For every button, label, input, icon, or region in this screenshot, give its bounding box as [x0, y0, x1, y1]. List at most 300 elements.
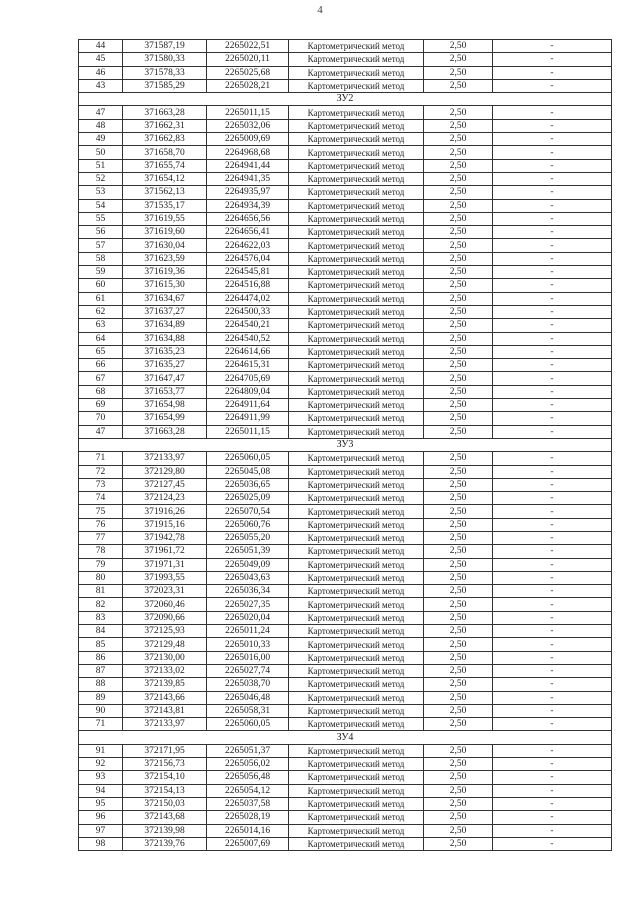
note-cell: -	[493, 119, 612, 132]
method-cell: Картометрический метод	[289, 571, 424, 584]
y-coordinate-cell: 2265058,31	[207, 704, 289, 717]
x-coordinate-cell: 371619,60	[123, 226, 207, 239]
y-coordinate-cell: 2265032,06	[207, 119, 289, 132]
note-cell: -	[493, 571, 612, 584]
y-coordinate-cell: 2265043,63	[207, 571, 289, 584]
y-coordinate-cell: 2264540,21	[207, 319, 289, 332]
note-cell: -	[493, 319, 612, 332]
table-row	[79, 651, 612, 664]
x-coordinate-cell: 371623,59	[123, 252, 207, 265]
method-cell: Картометрический метод	[289, 505, 424, 518]
method-cell: Картометрический метод	[289, 226, 424, 239]
point-number-cell: 98	[79, 837, 123, 850]
point-number-cell: 61	[79, 292, 123, 305]
section-title: ЗУ4	[79, 731, 612, 744]
accuracy-cell: 2,50	[424, 811, 493, 824]
method-cell: Картометрический метод	[289, 106, 424, 119]
point-number-cell: 51	[79, 159, 123, 172]
x-coordinate-cell: 372133,02	[123, 664, 207, 677]
method-cell: Картометрический метод	[289, 332, 424, 345]
x-coordinate-cell: 371578,33	[123, 66, 207, 79]
method-cell: Картометрический метод	[289, 79, 424, 92]
point-number-cell: 60	[79, 279, 123, 292]
table-row	[79, 625, 612, 638]
note-cell: -	[493, 611, 612, 624]
y-coordinate-cell: 2265049,09	[207, 558, 289, 571]
accuracy-cell: 2,50	[424, 452, 493, 465]
x-coordinate-cell: 371635,23	[123, 345, 207, 358]
y-coordinate-cell: 2264516,88	[207, 279, 289, 292]
point-number-cell: 55	[79, 212, 123, 225]
method-cell: Картометрический метод	[289, 598, 424, 611]
method-cell: Картометрический метод	[289, 771, 424, 784]
x-coordinate-cell: 371916,26	[123, 505, 207, 518]
note-cell: -	[493, 837, 612, 850]
method-cell: Картометрический метод	[289, 625, 424, 638]
method-cell: Картометрический метод	[289, 372, 424, 385]
method-cell: Картометрический метод	[289, 412, 424, 425]
note-cell: -	[493, 53, 612, 66]
point-number-cell: 71	[79, 718, 123, 731]
y-coordinate-cell: 2264705,69	[207, 372, 289, 385]
note-cell: -	[493, 797, 612, 810]
table-row	[79, 691, 612, 704]
point-number-cell: 72	[79, 465, 123, 478]
table-row	[79, 40, 612, 53]
y-coordinate-cell: 2264941,35	[207, 172, 289, 185]
x-coordinate-cell: 371562,13	[123, 186, 207, 199]
table-row	[79, 212, 612, 225]
y-coordinate-cell: 2264935,97	[207, 186, 289, 199]
table-row	[79, 53, 612, 66]
table-row	[79, 133, 612, 146]
table-row	[79, 744, 612, 757]
accuracy-cell: 2,50	[424, 172, 493, 185]
x-coordinate-cell: 371585,29	[123, 79, 207, 92]
method-cell: Картометрический метод	[289, 279, 424, 292]
point-number-cell: 86	[79, 651, 123, 664]
accuracy-cell: 2,50	[424, 266, 493, 279]
point-number-cell: 69	[79, 399, 123, 412]
section-header-row	[79, 438, 612, 451]
accuracy-cell: 2,50	[424, 545, 493, 558]
accuracy-cell: 2,50	[424, 518, 493, 531]
section-title: ЗУ2	[79, 93, 612, 106]
point-number-cell: 91	[79, 744, 123, 757]
method-cell: Картометрический метод	[289, 252, 424, 265]
point-number-cell: 84	[79, 625, 123, 638]
table-row	[79, 718, 612, 731]
table-row	[79, 252, 612, 265]
method-cell: Картометрический метод	[289, 239, 424, 252]
accuracy-cell: 2,50	[424, 279, 493, 292]
x-coordinate-cell: 372150,03	[123, 797, 207, 810]
y-coordinate-cell: 2265060,05	[207, 718, 289, 731]
table-row	[79, 186, 612, 199]
y-coordinate-cell: 2264576,04	[207, 252, 289, 265]
note-cell: -	[493, 172, 612, 185]
x-coordinate-cell: 371658,70	[123, 146, 207, 159]
x-coordinate-cell: 372154,13	[123, 784, 207, 797]
point-number-cell: 82	[79, 598, 123, 611]
point-number-cell: 94	[79, 784, 123, 797]
method-cell: Картометрический метод	[289, 744, 424, 757]
point-number-cell: 76	[79, 518, 123, 531]
accuracy-cell: 2,50	[424, 678, 493, 691]
accuracy-cell: 2,50	[424, 651, 493, 664]
x-coordinate-cell: 371647,47	[123, 372, 207, 385]
accuracy-cell: 2,50	[424, 305, 493, 318]
y-coordinate-cell: 2264809,04	[207, 385, 289, 398]
y-coordinate-cell: 2264540,52	[207, 332, 289, 345]
table-row	[79, 837, 612, 850]
table-row	[79, 266, 612, 279]
x-coordinate-cell: 371993,55	[123, 571, 207, 584]
table-row	[79, 505, 612, 518]
method-cell: Картометрический метод	[289, 425, 424, 438]
point-number-cell: 65	[79, 345, 123, 358]
page-number: 4	[317, 4, 323, 16]
y-coordinate-cell: 2264545,81	[207, 266, 289, 279]
table-row	[79, 292, 612, 305]
section-header-row	[79, 731, 612, 744]
y-coordinate-cell: 2265028,21	[207, 79, 289, 92]
y-coordinate-cell: 2264656,56	[207, 212, 289, 225]
note-cell: -	[493, 332, 612, 345]
table-row	[79, 545, 612, 558]
point-number-cell: 46	[79, 66, 123, 79]
method-cell: Картометрический метод	[289, 837, 424, 850]
y-coordinate-cell: 2265010,33	[207, 638, 289, 651]
note-cell: -	[493, 744, 612, 757]
note-cell: -	[493, 133, 612, 146]
table-row	[79, 412, 612, 425]
note-cell: -	[493, 212, 612, 225]
y-coordinate-cell: 2265027,74	[207, 664, 289, 677]
point-number-cell: 77	[79, 531, 123, 544]
method-cell: Картометрический метод	[289, 651, 424, 664]
table-row	[79, 305, 612, 318]
point-number-cell: 63	[79, 319, 123, 332]
note-cell: -	[493, 518, 612, 531]
note-cell: -	[493, 345, 612, 358]
table-row	[79, 518, 612, 531]
note-cell: -	[493, 718, 612, 731]
accuracy-cell: 2,50	[424, 292, 493, 305]
note-cell: -	[493, 226, 612, 239]
x-coordinate-cell: 372133,97	[123, 718, 207, 731]
table-row	[79, 425, 612, 438]
point-number-cell: 54	[79, 199, 123, 212]
note-cell: -	[493, 266, 612, 279]
note-cell: -	[493, 478, 612, 491]
y-coordinate-cell: 2265027,35	[207, 598, 289, 611]
point-number-cell: 62	[79, 305, 123, 318]
table-row	[79, 452, 612, 465]
method-cell: Картометрический метод	[289, 824, 424, 837]
table-row	[79, 119, 612, 132]
point-number-cell: 74	[79, 492, 123, 505]
point-number-cell: 45	[79, 53, 123, 66]
y-coordinate-cell: 2264615,31	[207, 359, 289, 372]
x-coordinate-cell: 372124,23	[123, 492, 207, 505]
accuracy-cell: 2,50	[424, 119, 493, 132]
accuracy-cell: 2,50	[424, 625, 493, 638]
y-coordinate-cell: 2265022,51	[207, 40, 289, 53]
y-coordinate-cell: 2265016,00	[207, 651, 289, 664]
x-coordinate-cell: 372143,68	[123, 811, 207, 824]
y-coordinate-cell: 2265025,09	[207, 492, 289, 505]
note-cell: -	[493, 492, 612, 505]
y-coordinate-cell: 2264941,44	[207, 159, 289, 172]
method-cell: Картометрический метод	[289, 292, 424, 305]
x-coordinate-cell: 371654,99	[123, 412, 207, 425]
point-number-cell: 43	[79, 79, 123, 92]
point-number-cell: 50	[79, 146, 123, 159]
x-coordinate-cell: 371615,30	[123, 279, 207, 292]
point-number-cell: 48	[79, 119, 123, 132]
point-number-cell: 80	[79, 571, 123, 584]
x-coordinate-cell: 371971,31	[123, 558, 207, 571]
x-coordinate-cell: 371580,33	[123, 53, 207, 66]
table-row	[79, 797, 612, 810]
y-coordinate-cell: 2265070,54	[207, 505, 289, 518]
table-row	[79, 758, 612, 771]
method-cell: Картометрический метод	[289, 119, 424, 132]
table-row	[79, 478, 612, 491]
table-row	[79, 811, 612, 824]
accuracy-cell: 2,50	[424, 492, 493, 505]
x-coordinate-cell: 372139,98	[123, 824, 207, 837]
note-cell: -	[493, 465, 612, 478]
x-coordinate-cell: 371942,78	[123, 531, 207, 544]
section-header-row	[79, 93, 612, 106]
method-cell: Картометрический метод	[289, 186, 424, 199]
method-cell: Картометрический метод	[289, 133, 424, 146]
x-coordinate-cell: 372023,31	[123, 585, 207, 598]
y-coordinate-cell: 2264911,99	[207, 412, 289, 425]
method-cell: Картометрический метод	[289, 399, 424, 412]
point-number-cell: 88	[79, 678, 123, 691]
note-cell: -	[493, 545, 612, 558]
accuracy-cell: 2,50	[424, 478, 493, 491]
table-row	[79, 146, 612, 159]
point-number-cell: 67	[79, 372, 123, 385]
table-row	[79, 571, 612, 584]
method-cell: Картометрический метод	[289, 345, 424, 358]
note-cell: -	[493, 758, 612, 771]
point-number-cell: 79	[79, 558, 123, 571]
point-number-cell: 81	[79, 585, 123, 598]
y-coordinate-cell: 2264934,39	[207, 199, 289, 212]
y-coordinate-cell: 2265036,65	[207, 478, 289, 491]
point-number-cell: 96	[79, 811, 123, 824]
table-row	[79, 824, 612, 837]
method-cell: Картометрический метод	[289, 611, 424, 624]
x-coordinate-cell: 371662,31	[123, 119, 207, 132]
x-coordinate-cell: 372171,95	[123, 744, 207, 757]
y-coordinate-cell: 2264911,64	[207, 399, 289, 412]
y-coordinate-cell: 2265020,04	[207, 611, 289, 624]
accuracy-cell: 2,50	[424, 399, 493, 412]
x-coordinate-cell: 372154,10	[123, 771, 207, 784]
accuracy-cell: 2,50	[424, 146, 493, 159]
method-cell: Картометрический метод	[289, 518, 424, 531]
accuracy-cell: 2,50	[424, 824, 493, 837]
y-coordinate-cell: 2264656,41	[207, 226, 289, 239]
note-cell: -	[493, 784, 612, 797]
accuracy-cell: 2,50	[424, 837, 493, 850]
point-number-cell: 52	[79, 172, 123, 185]
y-coordinate-cell: 2265014,16	[207, 824, 289, 837]
method-cell: Картометрический метод	[289, 159, 424, 172]
method-cell: Картометрический метод	[289, 718, 424, 731]
table-row	[79, 159, 612, 172]
note-cell: -	[493, 146, 612, 159]
x-coordinate-cell: 372090,66	[123, 611, 207, 624]
accuracy-cell: 2,50	[424, 571, 493, 584]
accuracy-cell: 2,50	[424, 133, 493, 146]
x-coordinate-cell: 371662,83	[123, 133, 207, 146]
method-cell: Картометрический метод	[289, 53, 424, 66]
note-cell: -	[493, 598, 612, 611]
method-cell: Картометрический метод	[289, 691, 424, 704]
y-coordinate-cell: 2265060,76	[207, 518, 289, 531]
y-coordinate-cell: 2265051,39	[207, 545, 289, 558]
accuracy-cell: 2,50	[424, 186, 493, 199]
point-number-cell: 75	[79, 505, 123, 518]
accuracy-cell: 2,50	[424, 412, 493, 425]
x-coordinate-cell: 371630,04	[123, 239, 207, 252]
table-row	[79, 66, 612, 79]
note-cell: -	[493, 505, 612, 518]
accuracy-cell: 2,50	[424, 106, 493, 119]
table-row	[79, 771, 612, 784]
y-coordinate-cell: 2265007,69	[207, 837, 289, 850]
table-row	[79, 345, 612, 358]
note-cell: -	[493, 106, 612, 119]
point-number-cell: 59	[79, 266, 123, 279]
y-coordinate-cell: 2265045,08	[207, 465, 289, 478]
point-number-cell: 89	[79, 691, 123, 704]
y-coordinate-cell: 2265056,02	[207, 758, 289, 771]
accuracy-cell: 2,50	[424, 212, 493, 225]
accuracy-cell: 2,50	[424, 558, 493, 571]
accuracy-cell: 2,50	[424, 332, 493, 345]
x-coordinate-cell: 371663,28	[123, 106, 207, 119]
table-row	[79, 385, 612, 398]
table-row	[79, 465, 612, 478]
point-number-cell: 47	[79, 106, 123, 119]
table-row	[79, 226, 612, 239]
method-cell: Картометрический метод	[289, 811, 424, 824]
y-coordinate-cell: 2265011,15	[207, 106, 289, 119]
y-coordinate-cell: 2265011,24	[207, 625, 289, 638]
table-row	[79, 399, 612, 412]
method-cell: Картометрический метод	[289, 664, 424, 677]
accuracy-cell: 2,50	[424, 425, 493, 438]
method-cell: Картометрический метод	[289, 305, 424, 318]
x-coordinate-cell: 371535,17	[123, 199, 207, 212]
note-cell: -	[493, 199, 612, 212]
method-cell: Картометрический метод	[289, 531, 424, 544]
note-cell: -	[493, 704, 612, 717]
note-cell: -	[493, 824, 612, 837]
y-coordinate-cell: 2264622,03	[207, 239, 289, 252]
accuracy-cell: 2,50	[424, 40, 493, 53]
accuracy-cell: 2,50	[424, 598, 493, 611]
method-cell: Картометрический метод	[289, 678, 424, 691]
method-cell: Картометрический метод	[289, 359, 424, 372]
x-coordinate-cell: 371619,55	[123, 212, 207, 225]
x-coordinate-cell: 372143,81	[123, 704, 207, 717]
method-cell: Картометрический метод	[289, 784, 424, 797]
point-number-cell: 56	[79, 226, 123, 239]
point-number-cell: 73	[79, 478, 123, 491]
note-cell: -	[493, 425, 612, 438]
point-number-cell: 66	[79, 359, 123, 372]
note-cell: -	[493, 399, 612, 412]
accuracy-cell: 2,50	[424, 79, 493, 92]
table-row	[79, 199, 612, 212]
accuracy-cell: 2,50	[424, 226, 493, 239]
x-coordinate-cell: 371655,74	[123, 159, 207, 172]
method-cell: Картометрический метод	[289, 385, 424, 398]
table-row	[79, 359, 612, 372]
x-coordinate-cell: 372129,80	[123, 465, 207, 478]
x-coordinate-cell: 371663,28	[123, 425, 207, 438]
method-cell: Картометрический метод	[289, 465, 424, 478]
note-cell: -	[493, 372, 612, 385]
method-cell: Картометрический метод	[289, 199, 424, 212]
method-cell: Картометрический метод	[289, 704, 424, 717]
y-coordinate-cell: 2265054,12	[207, 784, 289, 797]
y-coordinate-cell: 2265060,05	[207, 452, 289, 465]
method-cell: Картометрический метод	[289, 172, 424, 185]
point-number-cell: 83	[79, 611, 123, 624]
x-coordinate-cell: 371961,72	[123, 545, 207, 558]
table-row	[79, 279, 612, 292]
x-coordinate-cell: 371634,89	[123, 319, 207, 332]
accuracy-cell: 2,50	[424, 505, 493, 518]
note-cell: -	[493, 558, 612, 571]
note-cell: -	[493, 452, 612, 465]
point-number-cell: 87	[79, 664, 123, 677]
point-number-cell: 93	[79, 771, 123, 784]
accuracy-cell: 2,50	[424, 758, 493, 771]
point-number-cell: 44	[79, 40, 123, 53]
accuracy-cell: 2,50	[424, 319, 493, 332]
method-cell: Картометрический метод	[289, 585, 424, 598]
accuracy-cell: 2,50	[424, 385, 493, 398]
table-row	[79, 492, 612, 505]
coordinates-table	[78, 39, 612, 851]
point-number-cell: 85	[79, 638, 123, 651]
table-row	[79, 172, 612, 185]
note-cell: -	[493, 811, 612, 824]
table-row	[79, 372, 612, 385]
note-cell: -	[493, 305, 612, 318]
table-row	[79, 664, 612, 677]
note-cell: -	[493, 771, 612, 784]
y-coordinate-cell: 2264968,68	[207, 146, 289, 159]
table-row	[79, 678, 612, 691]
x-coordinate-cell: 372143,66	[123, 691, 207, 704]
point-number-cell: 58	[79, 252, 123, 265]
note-cell: -	[493, 638, 612, 651]
y-coordinate-cell: 2265055,20	[207, 531, 289, 544]
y-coordinate-cell: 2265046,48	[207, 691, 289, 704]
